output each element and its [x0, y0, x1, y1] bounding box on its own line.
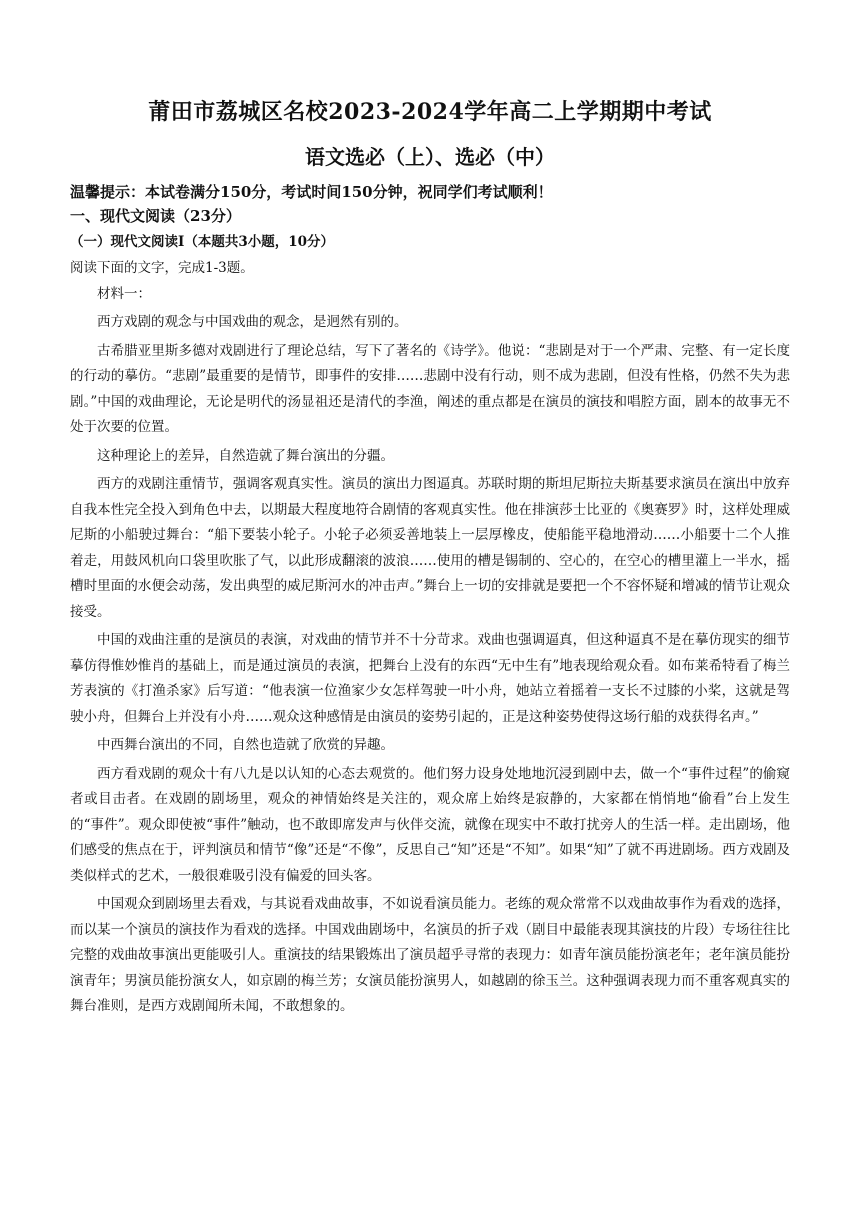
paragraph-2: 古希腊亚里斯多德对戏剧进行了理论总结，写下了著名的《诗学》。他说：“悲剧是对于一个严肃、完整、有一定长度的行动的摹仿。“悲剧”最重要的是情节，即事件的安排……悲剧中没有行动，则不成为悲剧，但没有性格，仍然不失为悲剧。”中国的戏曲理论，无论是明代的汤显祖还是清代的李渔，阐述的重点都是在演员的演技和唱腔方面，剧本的故事无不处于次要的位置。 [70, 342, 790, 435]
paragraph-7: 西方看戏剧的观众十有八九是以认知的心态去观赏的。他们努力设身处地地沉浸到剧中去，做一个“事件过程”的偷窥者或目击者。在戏剧的剧场里，观众的神情始终是关注的，观众席上始终是寂静的，大家都在悄悄地“偷看”台上发生的“事件”。观众即使被“事件”触动，也不敢即席发声与伙伴交流，就像在现实中不敢打扰旁人的生活一样。走出剧场，他们感受的焦点在于，评判演员和情节“像”还是“不像”，反思自己“知”还是“不知”。如果“知”了就不再进剧场。西方戏剧及类似样式的艺术，一般很难吸引没有偏爱的回头客。 [70, 765, 790, 884]
paragraph-4: 西方的戏剧注重情节，强调客观真实性。演员的演出力图逼真。苏联时期的斯坦尼斯拉夫斯基要求演员在演出中放弃自我本性完全投入到角色中去，以期最大程度地符合剧情的客观真实性。他在排演莎士比亚的《奥赛罗》时，这样处理威尼斯的小船驶过舞台：“船下要装小轮子。小轮子必须妥善地装上一层厚橡皮，使船能平稳地滑动……小船要十二个人推着走，用鼓风机向口袋里吹胀了气，以此形成翻滚的波浪……使用的槽是锡制的、空心的，在空心的槽里灌上一半水，摇槽时里面的水便会动荡，发出典型的威尼斯河水的冲击声。”舞台上一切的安排就是要把一个不容怀疑和增减的情节让观众接受。 [70, 476, 790, 620]
paragraph-6: 中西舞台演出的不同，自然也造就了欣赏的异趣。 [97, 737, 394, 753]
exam-notice: 温馨提示：本试卷满分150分，考试时间150分钟，祝同学们考试顺利！ [70, 183, 553, 201]
exam-subtitle: 语文选必（上）、选必（中） [305, 145, 555, 169]
paragraph-8: 中国观众到剧场里去看戏，与其说看戏曲故事，不如说看演员能力。老练的观众常常不以戏曲故事作为看戏的选择，而以某一个演员的演技作为看戏的选择。中国戏曲剧场中，名演员的折子戏（剧目中最能表现其演技的片段）专场往往比完整的戏曲故事演出更能吸引人。重演技的结果锻炼出了演员超乎寻常的表现力：如青年演员能扮演老年；老年演员能扮演青年；男演员能扮演女人，如京剧的梅兰芳；女演员能扮演男人，如越剧的徐玉兰。这种强调表现力而不重客观真实的舞台准则，是西方戏剧闻所未闻，不敢想象的。 [70, 896, 790, 1014]
exam-page [70, 98, 790, 1023]
paragraph-1: 西方戏剧的观念与中国戏曲的观念，是迥然有别的。 [97, 314, 408, 330]
material-label: 材料一： [97, 286, 151, 302]
paragraph-3: 这种理论上的差异，自然造就了舞台演出的分疆。 [97, 447, 394, 464]
section-heading: 一、现代文阅读（23分） [70, 207, 241, 225]
subsection-heading: （一）现代文阅读Ⅰ（本题共3小题，10分） [70, 234, 334, 250]
exam-title: 莆田市荔城区名校2023-2024学年高二上学期期中考试 [148, 99, 712, 125]
paragraph-5: 中国的戏曲注重的是演员的表演，对戏曲的情节并不十分苛求。戏曲也强调逼真，但这种逼真不是在摹仿现实的细节摹仿得惟妙惟肖的基础上，而是通过演员的表演，把舞台上没有的东西“无中生有”地表现给观众看。如布莱希特看了梅兰芳表演的《打渔杀家》后写道：“他表演一位渔家少女怎样驾驶一叶小舟，她站立着摇着一支长不过膝的小桨，这就是驾驶小舟，但舞台上并没有小舟……观众这种感情是由演员的姿势引起的，正是这种姿势使得这场行船的戏获得名声。” [70, 632, 790, 725]
reading-instruction: 阅读下面的文字，完成1-3题。 [70, 260, 254, 276]
